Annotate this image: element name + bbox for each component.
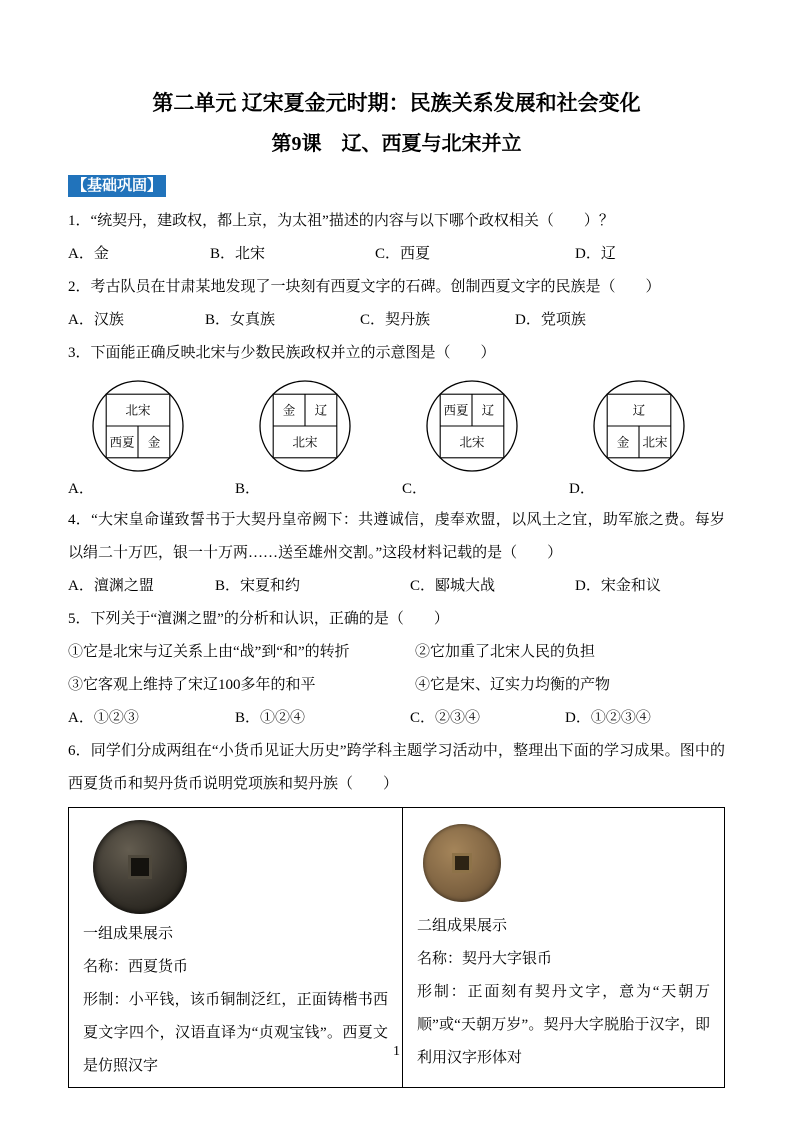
diagram-c-top-right-label: 辽	[481, 403, 495, 418]
q4-option-c: C．郾城大战	[410, 578, 496, 594]
diagram-a-bottom-right-label: 金	[147, 435, 161, 450]
diagram-d-top-label: 辽	[632, 403, 646, 418]
q5-statements-row-2	[68, 669, 725, 702]
q1-option-c: C．西夏	[375, 246, 431, 262]
diagram-b-top-right-label: 辽	[314, 403, 328, 418]
q1-option-d: D．辽	[575, 246, 616, 262]
q5-option-b: B．①②④	[235, 710, 306, 726]
diagram-b-top-left-label: 金	[282, 403, 296, 418]
diagram-c-bottom-label: 北宋	[459, 435, 485, 450]
q5-option-a: A．①②③	[68, 710, 139, 726]
lesson-title: 第9课 辽、西夏与北宋并立	[271, 133, 522, 155]
q5-stem: 5．下列关于“澶渊之盟”的分析和认识，正确的是（ ）	[68, 611, 449, 627]
q2-options	[68, 304, 725, 337]
diagram-a-letter: A．	[68, 481, 94, 497]
q4-options	[68, 570, 725, 603]
circle-diagram-b	[257, 378, 353, 474]
diagram-c-letter: C．	[402, 481, 428, 497]
q2-option-d: D．党项族	[515, 312, 586, 328]
q5-statement-3: ③它客观上维持了宋辽100多年的和平	[68, 677, 316, 693]
group1-coin-description: 形制：小平钱，该币铜制泛红，正面铸楷书西夏文字四个，汉语直译为“贞观宝钱”。西夏文是仿照汉字	[83, 992, 388, 1074]
q3-diagrams	[68, 378, 725, 504]
diagram-c-top-left-label: 西夏	[443, 403, 469, 418]
q2-option-b: B．女真族	[205, 312, 276, 328]
circle-diagram-c	[424, 378, 520, 474]
diagram-d-letter: D．	[569, 481, 595, 497]
q2-stem: 2．考古队员在甘肃某地发现了一块刻有西夏文字的石碑。创制西夏文字的民族是（ ）	[68, 279, 661, 295]
q6-stem: 6．同学们分成两组在“小货币见证大历史”跨学科主题学习活动中，整理出下面的学习成果。图中的西夏货币和契丹货币说明党项族和契丹族（ ）	[68, 743, 725, 792]
q2-option-a: A．汉族	[68, 312, 124, 328]
group2-coin-name: 名称：契丹大字银币	[417, 951, 553, 967]
coin-square-hole	[128, 855, 152, 879]
q2-option-c: C．契丹族	[360, 312, 431, 328]
q5-option-d: D．①②③④	[565, 710, 651, 726]
coin-square-hole	[452, 853, 472, 873]
section-badge: 【基础巩固】	[68, 175, 166, 197]
diagram-d-bottom-right-label: 北宋	[642, 435, 668, 450]
group2-caption: 二组成果展示	[417, 918, 508, 934]
diagram-option-b	[235, 378, 402, 504]
circle-diagram-d	[591, 378, 687, 474]
q1-option-b: B．北宋	[210, 246, 266, 262]
q5-statement-4: ④它是宋、辽实力均衡的产物	[415, 677, 611, 693]
q1-option-a: A．金	[68, 246, 109, 262]
q4-option-d: D．宋金和议	[575, 578, 661, 594]
section-badge-row	[68, 175, 725, 197]
page-number: 1	[393, 1044, 400, 1059]
group1-coin-name: 名称：西夏货币	[83, 959, 189, 975]
diagram-option-d	[569, 378, 687, 504]
unit-title: 第二单元 辽宋夏金元时期：民族关系发展和社会变化	[152, 91, 641, 115]
diagram-a-top-label: 北宋	[125, 403, 151, 418]
diagram-a-bottom-left-label: 西夏	[109, 435, 135, 450]
diagram-b-bottom-label: 北宋	[292, 435, 318, 450]
diagram-option-c	[402, 378, 569, 504]
q1-options	[68, 238, 725, 271]
q5-options	[68, 702, 725, 735]
q1-stem: 1．“统契丹，建政权，都上京，为太祖”描述的内容与以下哪个政权相关（ ）？	[68, 213, 614, 229]
q5-statement-2: ②它加重了北宋人民的负担	[415, 644, 596, 660]
q5-statement-1: ①它是北宋与辽关系上由“战”到“和”的转折	[68, 644, 350, 660]
diagram-d-bottom-left-label: 金	[616, 435, 630, 450]
q4-option-b: B．宋夏和约	[215, 578, 301, 594]
q5-statements-row-1	[68, 636, 725, 669]
group1-caption: 一组成果展示	[83, 926, 174, 942]
q4-stem: 4．“大宋皇命谨致誓书于大契丹皇帝阙下：共遵诚信，虔奉欢盟，以风土之宜，助军旅之费。每岁以绢二十万匹，银一十万两……送至雄州交割。”这段材料记载的是（ ）	[68, 512, 725, 561]
q3-stem: 3．下面能正确反映北宋与少数民族政权并立的示意图是（ ）	[68, 345, 496, 361]
circle-diagram-a	[90, 378, 186, 474]
khitan-coin-image	[423, 824, 501, 902]
diagram-b-letter: B．	[235, 481, 261, 497]
diagram-option-a	[68, 378, 235, 504]
q4-option-a: A．澶渊之盟	[68, 578, 154, 594]
q5-option-c: C．②③④	[410, 710, 481, 726]
group2-coin-description: 形制：正面刻有契丹文字，意为“天朝万顺”或“天朝万岁”。契丹大字脱胎于汉字，即利用汉字形体对	[417, 984, 710, 1066]
xixia-coin-image	[93, 820, 187, 914]
